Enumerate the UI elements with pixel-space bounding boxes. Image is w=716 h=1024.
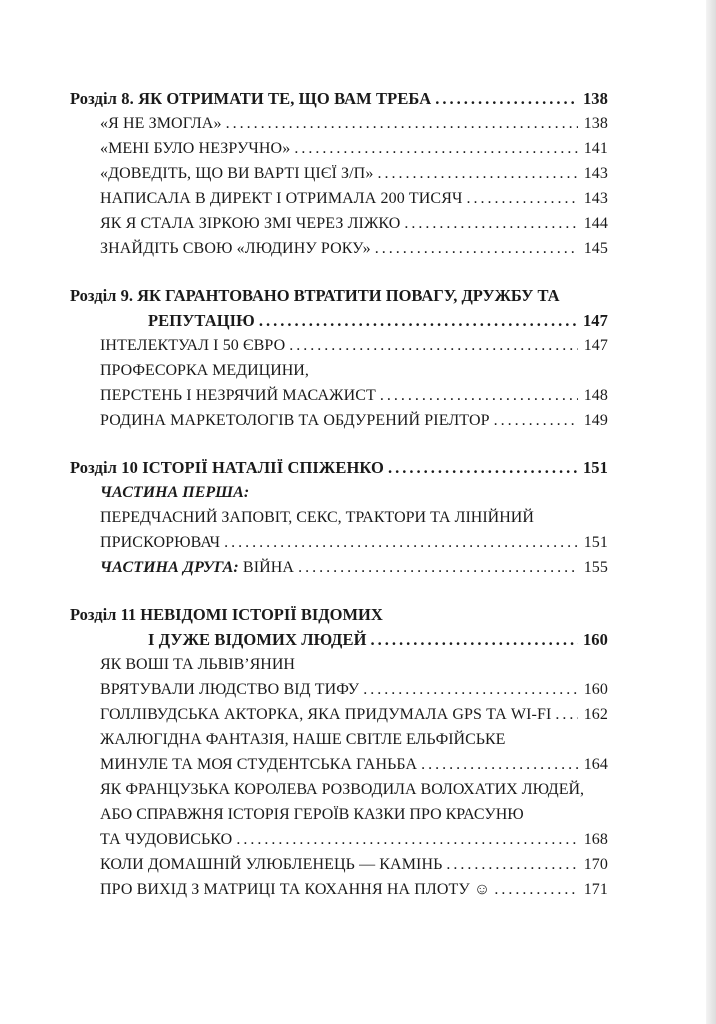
page-number: 143	[583, 190, 608, 207]
dot-leader	[380, 383, 578, 408]
page-number: 138	[583, 115, 608, 132]
page-number: 171	[583, 881, 608, 898]
entry-title-line-2: АБО СПРАВЖНЯ ІСТОРІЯ ГЕРОЇВ КАЗКИ ПРО КРАСУНЮ	[100, 806, 524, 823]
page-number: 168	[583, 831, 608, 848]
toc-entry	[70, 530, 608, 555]
dot-leader	[466, 186, 578, 211]
entry-title: ЗНАЙДІТЬ СВОЮ «ЛЮДИНУ РОКУ»	[100, 240, 371, 257]
entry-title-line-1: ЯК ВОШІ ТА ЛЬВІВ’ЯНИН	[100, 656, 295, 673]
page-edge	[706, 0, 716, 1024]
page-number: 170	[583, 856, 608, 873]
dot-leader	[375, 236, 578, 261]
toc-entry	[70, 236, 608, 261]
page-number: 145	[583, 240, 608, 257]
chapter-11	[70, 602, 608, 902]
entry-title: «МЕНІ БУЛО НЕЗРУЧНО»	[100, 140, 291, 157]
chapter-heading	[70, 86, 608, 111]
entry-title: ІНТЕЛЕКТУАЛ І 50 ЄВРО	[100, 337, 286, 354]
chapter-title: Розділ 10 ІСТОРІЇ НАТАЛІЇ СПІЖЕНКО	[70, 458, 384, 477]
page-number: 138	[582, 89, 608, 108]
toc-entry	[70, 752, 608, 777]
toc-entry	[70, 136, 608, 161]
chapter-title-line-2: І ДУЖЕ ВІДОМИХ ЛЮДЕЙ	[148, 630, 367, 649]
dot-leader	[259, 308, 578, 333]
entry-title: НАПИСАЛА В ДИРЕКТ І ОТРИМАЛА 200 ТИСЯЧ	[100, 190, 463, 207]
dot-leader	[388, 455, 578, 480]
dot-leader	[377, 161, 578, 186]
page-number: 162	[583, 706, 608, 723]
page-number: 149	[583, 412, 608, 429]
dot-leader	[446, 852, 578, 877]
entry-title: «ДОВЕДІТЬ, ЩО ВИ ВАРТІ ЦІЄЇ З/П»	[100, 165, 374, 182]
toc-entry	[70, 408, 608, 433]
page-number: 143	[583, 165, 608, 182]
toc-entry	[70, 827, 608, 852]
dot-leader	[371, 627, 578, 652]
toc-entry	[70, 555, 608, 580]
page-number: 160	[583, 681, 608, 698]
chapter-10	[70, 455, 608, 580]
chapter-title-line-1: Розділ 11 НЕВІДОМІ ІСТОРІЇ ВІДОМИХ	[70, 605, 383, 624]
chapter-8	[70, 86, 608, 261]
toc-entry	[70, 852, 608, 877]
entry-title-line-1: ПРОФЕСОРКА МЕДИЦИНИ,	[100, 362, 309, 379]
entry-title-line-1: ЖАЛЮГІДНА ФАНТАЗІЯ, НАШЕ СВІТЛЕ ЕЛЬФІЙСЬКЕ	[100, 731, 506, 748]
chapter-title-line-1: Розділ 9. ЯК ГАРАНТОВАНО ВТРАТИТИ ПОВАГУ, ДРУЖБУ ТА	[70, 286, 560, 305]
dot-leader	[298, 555, 578, 580]
dot-leader	[236, 827, 578, 852]
page-number: 164	[583, 756, 608, 773]
entry-title: ЯК Я СТАЛА ЗІРКОЮ ЗМІ ЧЕРЕЗ ЛІЖКО	[100, 215, 401, 232]
part-one-label: ЧАСТИНА ПЕРША:	[100, 484, 250, 501]
dot-leader	[435, 86, 578, 111]
entry-title: ТА ЧУДОВИСЬКО	[100, 831, 233, 848]
chapter-heading	[70, 455, 608, 480]
entry-title: ПЕРСТЕНЬ І НЕЗРЯЧИЙ МАСАЖИСТ	[100, 387, 376, 404]
page-number: 151	[582, 458, 608, 477]
entry-title: МИНУЛЕ ТА МОЯ СТУДЕНТСЬКА ГАНЬБА	[100, 756, 418, 773]
entry-title-line-1: ЯК ФРАНЦУЗЬКА КОРОЛЕВА РОЗВОДИЛА ВОЛОХАТИХ ЛЮДЕЙ,	[100, 781, 585, 798]
dot-leader	[294, 136, 578, 161]
page-number: 151	[583, 534, 608, 551]
toc-entry	[70, 111, 608, 136]
dot-leader	[421, 752, 578, 777]
entry-title	[100, 555, 294, 580]
page-number: 147	[583, 337, 608, 354]
toc-entry	[70, 677, 608, 702]
dot-leader	[289, 333, 578, 358]
table-of-contents	[70, 86, 608, 924]
page-number: 147	[582, 311, 608, 330]
entry-title: РОДИНА МАРКЕТОЛОГІВ ТА ОБДУРЕНИЙ РІЕЛТОР	[100, 412, 490, 429]
entry-title: КОЛИ ДОМАШНІЙ УЛЮБЛЕНЕЦЬ — КАМІНЬ	[100, 856, 443, 873]
entry-title: ГОЛЛІВУДСЬКА АКТОРКА, ЯКА ПРИДУМАЛА GPS ТА WI-FI	[100, 706, 552, 723]
chapter-title: Розділ 8. ЯК ОТРИМАТИ ТЕ, ЩО ВАМ ТРЕБА	[70, 89, 432, 108]
entry-title: ВРЯТУВАЛИ ЛЮДСТВО ВІД ТИФУ	[100, 681, 360, 698]
toc-entry	[70, 702, 608, 727]
toc-entry	[70, 333, 608, 358]
part-two-label: ЧАСТИНА ДРУГА:	[100, 559, 239, 576]
toc-entry	[70, 161, 608, 186]
toc-entry	[70, 186, 608, 211]
dot-leader	[363, 677, 578, 702]
dot-leader	[226, 111, 578, 136]
dot-leader	[494, 408, 578, 433]
page-number: 141	[583, 140, 608, 157]
dot-leader	[224, 530, 578, 555]
chapter-9	[70, 283, 608, 433]
entry-title: ПРИСКОРЮВАЧ	[100, 534, 221, 551]
entry-title: ПРО ВИХІД З МАТРИЦІ ТА КОХАННЯ НА ПЛОТУ ☺	[100, 881, 491, 898]
dot-leader	[494, 877, 578, 902]
entry-title: «Я НЕ ЗМОГЛА»	[100, 115, 222, 132]
page-number: 160	[582, 630, 608, 649]
page-number: 144	[583, 215, 608, 232]
dot-leader	[555, 702, 578, 727]
chapter-heading	[70, 627, 608, 652]
toc-entry	[70, 211, 608, 236]
chapter-heading	[70, 308, 608, 333]
toc-entry	[70, 877, 608, 902]
page-number: 155	[583, 559, 608, 576]
dot-leader	[404, 211, 578, 236]
chapter-title-line-2: РЕПУТАЦІЮ	[148, 311, 255, 330]
entry-title-line-1: ПЕРЕДЧАСНИЙ ЗАПОВІТ, СЕКС, ТРАКТОРИ ТА ЛІНІЙНИЙ	[100, 509, 534, 526]
toc-entry	[70, 383, 608, 408]
part-two-title: ВІЙНА	[238, 559, 295, 576]
page-number: 148	[583, 387, 608, 404]
